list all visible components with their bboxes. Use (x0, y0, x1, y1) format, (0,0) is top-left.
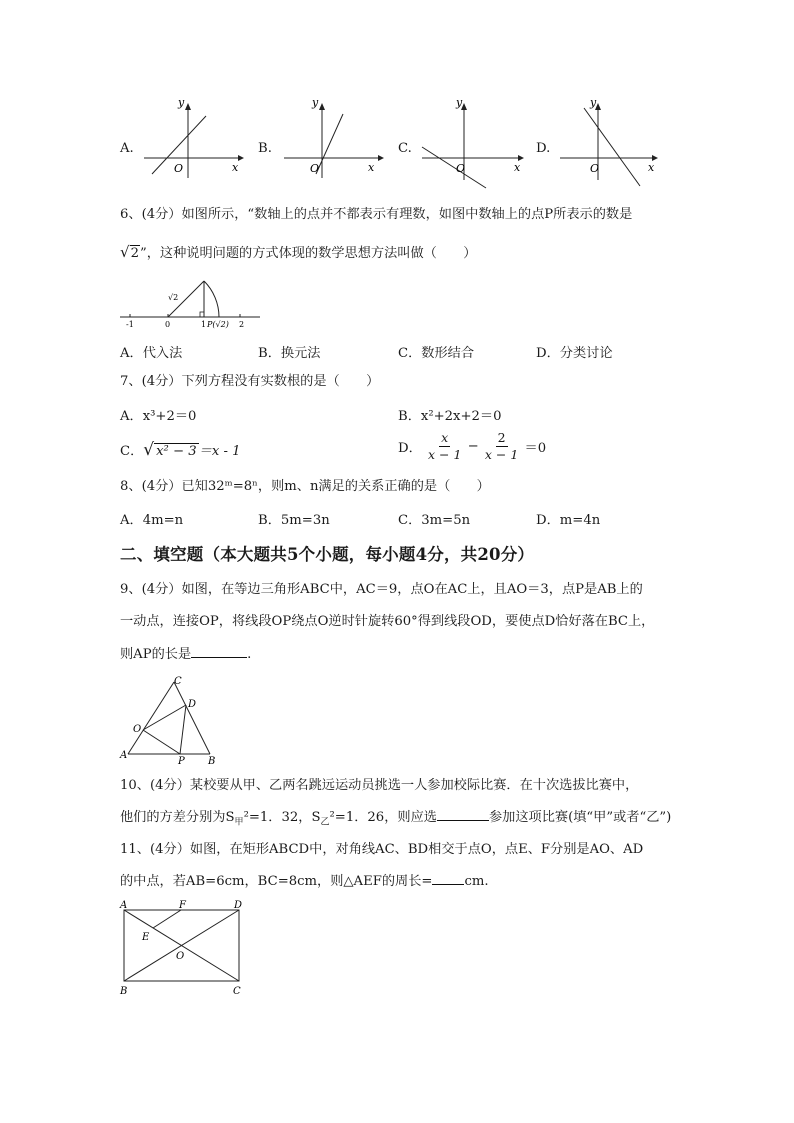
vertex-label-a: A (120, 900, 128, 911)
graph-b (280, 100, 385, 180)
triangle-figure (118, 672, 223, 767)
x-axis-label: x (368, 161, 375, 174)
option-label: D. (536, 141, 551, 156)
option-prefix: D． (398, 441, 422, 456)
fraction (426, 430, 463, 463)
vertex-label-b: B (208, 756, 216, 767)
q9-stem-line2: 一动点，连接OP，将线段OP绕点O逆时针旋转60°得到线段OD，要使点D恰好落在BC上， (120, 614, 655, 629)
tick-label: 1 (201, 320, 207, 329)
fraction (483, 430, 520, 463)
q6-option-d: D．分类讨论 (536, 346, 613, 361)
q8-option-b: B．5m=3n (258, 513, 330, 528)
y-axis-label: y (590, 100, 597, 109)
origin-label: O (310, 162, 320, 175)
q6-stem-tail: ”，这种说明问题的方式体现的数学思想方法叫做（ ） (139, 246, 477, 261)
subscript: 甲 (234, 817, 244, 828)
x-axis-label: x (232, 161, 239, 174)
number-line-figure (118, 270, 263, 332)
vertex-label-a: A (120, 750, 128, 761)
denominator: x − 1 (427, 447, 462, 462)
q8-option-a: A．4m=n (120, 513, 184, 528)
q11-stem-prefix: 的中点，若AB=6cm，BC=8cm，则△AEF的周长= (120, 874, 433, 889)
point-label-d: D (188, 699, 197, 710)
sqrt-symbol: √ (143, 440, 155, 460)
rectangle-figure (116, 896, 251, 1002)
numerator: x (441, 430, 449, 445)
q11-stem-suffix: cm. (464, 874, 489, 889)
answer-blank[interactable] (432, 884, 464, 885)
q8-option-c: C．3m=5n (398, 513, 471, 528)
q9-stem-suffix: . (247, 647, 252, 662)
point-label-o: O (176, 951, 185, 962)
text-run: ²=1．26，则应选 (329, 810, 437, 825)
section-title: 二、填空题（本大题共5个小题，每小题4分，共20分） (120, 545, 535, 564)
option-label: B. (258, 141, 272, 156)
x-axis-label: x (648, 161, 655, 174)
y-axis-label: y (456, 100, 463, 109)
denominator: x − 1 (484, 447, 519, 462)
graph-a (140, 100, 245, 180)
q6-option-a: A．代入法 (120, 346, 183, 361)
minus-sign: − (467, 439, 479, 454)
option-prefix: C． (120, 444, 144, 459)
point-label-f: F (179, 900, 186, 911)
origin-label: O (174, 162, 184, 175)
q9-stem-line3 (120, 645, 251, 665)
q8-option-d: D．m=4n (536, 513, 601, 528)
radicand: x² − 3 (156, 444, 197, 459)
y-axis-label: y (178, 100, 185, 109)
q6-option-b: B．换元法 (258, 346, 321, 361)
tick-label: 0 (165, 320, 171, 329)
option-rhs: ＝x - 1 (198, 444, 241, 459)
sqrt-symbol: √ (120, 243, 130, 261)
text-run: 他们的方差分别为S (120, 810, 235, 825)
q9-stem-line1: 9、(4分）如图，在等边三角形ABC中，AC＝9，点O在AC上，且AO＝3，点P是AB上的 (120, 582, 643, 597)
answer-blank[interactable] (191, 657, 247, 658)
q6-stem-line2 (120, 242, 476, 264)
vertex-label-c: C (233, 986, 241, 997)
graph-c (418, 100, 528, 190)
point-label-o: O (133, 724, 142, 735)
vertex-label-b: B (120, 986, 128, 997)
tick-label: 2 (239, 320, 245, 329)
q8-stem: 8、(4分）已知32ᵐ=8ⁿ，则m、n满足的关系正确的是（ ） (120, 479, 490, 494)
y-axis-label: y (312, 100, 319, 109)
q11-stem-line2 (120, 872, 489, 892)
q11-stem-line1: 11、(4分）如图，在矩形ABCD中，对角线AC、BD相交于点O，点E、F分别是AO、AD (120, 842, 644, 857)
q6-option-c: C．数形结合 (398, 346, 475, 361)
subscript: 乙 (320, 817, 330, 828)
option-rhs: ＝0 (524, 441, 547, 456)
text-run: 参加这项比赛(填“甲”或者“乙”) (488, 810, 672, 825)
point-label-p: P (178, 756, 185, 767)
graph-d (556, 100, 661, 190)
q7-stem: 7、(4分）下列方程没有实数根的是（ ） (120, 374, 380, 389)
hypotenuse-label: √2 (168, 293, 179, 302)
q7-option-c (120, 440, 241, 460)
origin-label: O (456, 162, 466, 175)
sqrt-radicand: 2 (130, 246, 139, 261)
q7-option-a: A．x³+2＝0 (120, 409, 197, 424)
q10-stem-line2 (120, 808, 671, 833)
tick-label: -1 (126, 320, 134, 329)
point-p-label: P(√2) (207, 320, 229, 329)
numerator: 2 (497, 430, 506, 445)
q9-stem-prefix: 则AP的长是 (120, 647, 192, 662)
origin-label: O (590, 162, 600, 175)
x-axis-label: x (514, 161, 521, 174)
q10-stem-line1: 10、(4分）某校要从甲、乙两名跳远运动员挑选一人参加校际比赛．在十次选拔比赛中， (120, 778, 639, 793)
q7-option-b: B．x²+2x+2＝0 (398, 409, 502, 424)
point-label-e: E (142, 932, 150, 943)
option-label: C. (398, 141, 412, 156)
option-label: A. (120, 141, 134, 156)
vertex-label-c: C (174, 676, 182, 687)
q7-option-d (398, 430, 546, 463)
text-run: ²=1．32，S (243, 810, 321, 825)
vertex-label-d: D (234, 900, 243, 911)
answer-blank[interactable] (437, 820, 489, 821)
q6-stem-line1: 6、(4分）如图所示，“数轴上的点并不都表示有理数，如图中数轴上的点P所表示的数是 (120, 207, 633, 222)
